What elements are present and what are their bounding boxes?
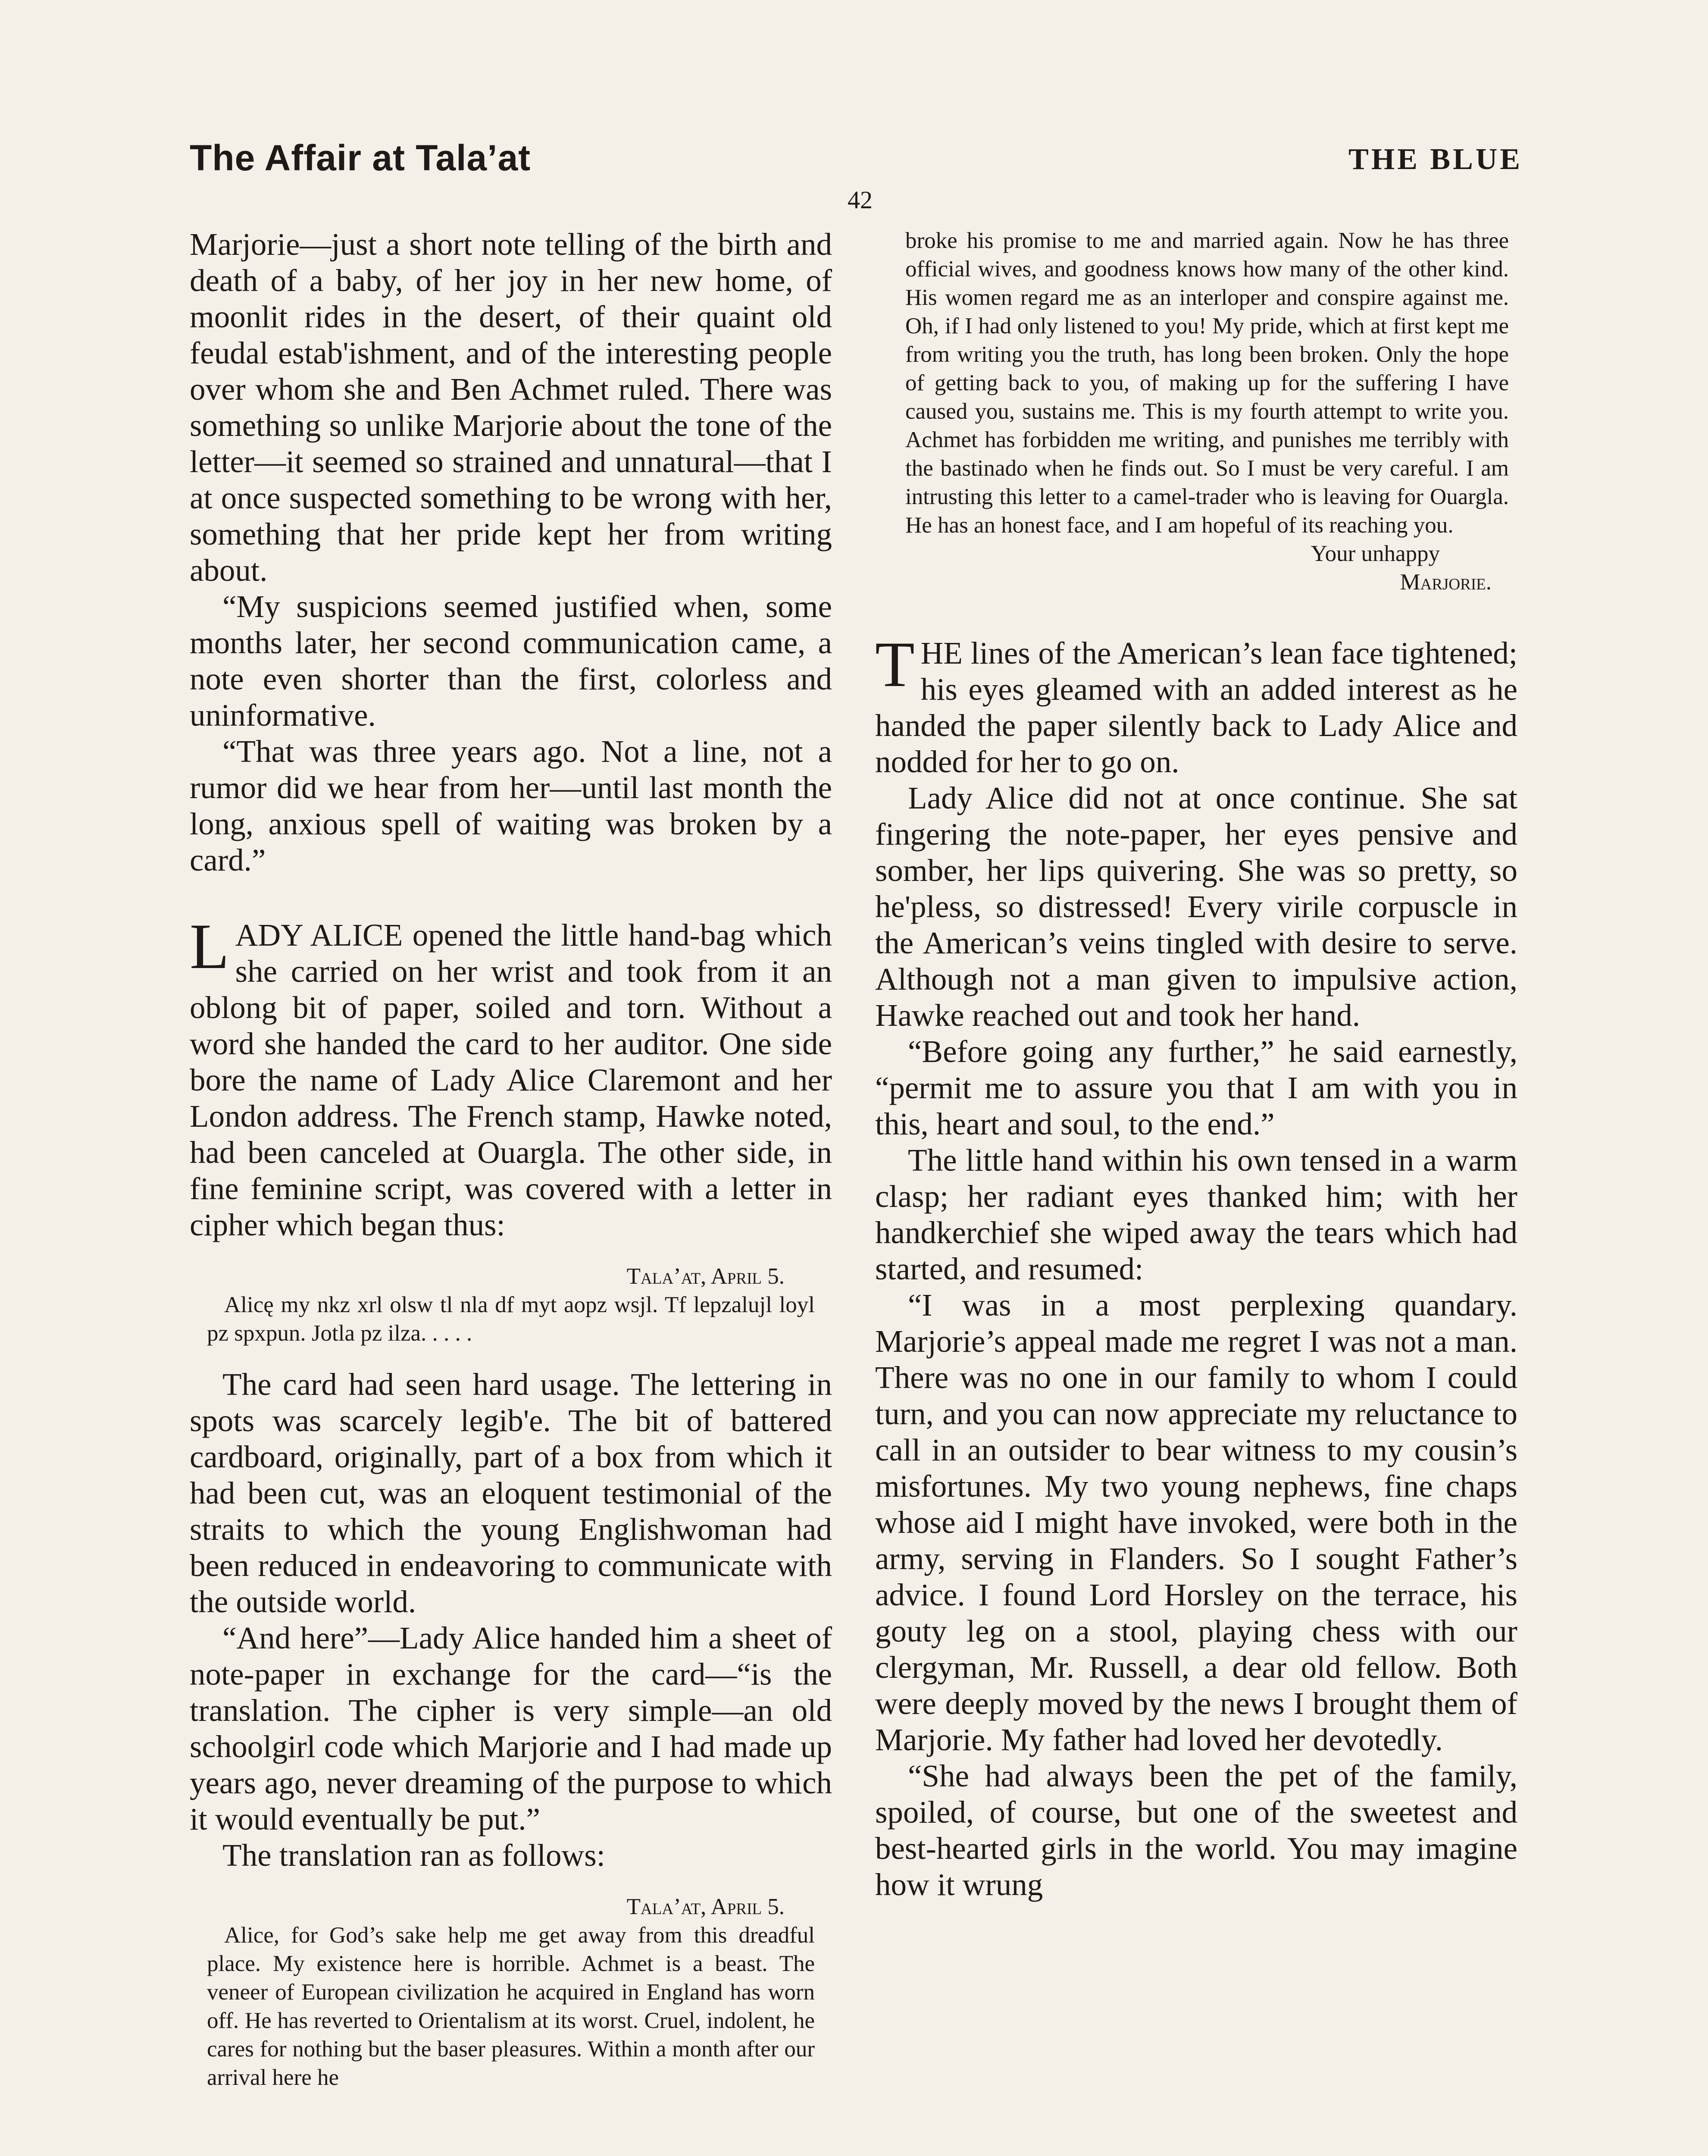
paragraph-dropcap xyxy=(875,629,1517,780)
left-column xyxy=(190,226,832,2092)
page-number: 42 xyxy=(848,186,873,214)
letter-sign-off: Your unhappy xyxy=(1311,541,1440,566)
paragraph: The little hand within his own tensed in a warm clasp; her radiant eyes thanked him; with her handkerchief she wiped away the tears which had started, and resumed: xyxy=(875,1143,1517,1286)
paragraph: “My suspicions seemed justified when, some months later, her second communication came, a note even shorter than the first, colorless and uninformative. xyxy=(190,589,832,733)
paragraph: Lady Alice did not at once continue. She sat fingering the note-paper, her eyes pensive and somber, her lips quivering. She was so pretty, so he'pless, so distressed! Every virile corpuscle in the American’s veins tingled with desire to serve. Although not a man given to impulsive action, Hawke reached out and took her hand. xyxy=(875,780,1517,1033)
drop-cap: L xyxy=(190,911,229,982)
cipher-text: Alicę my nkz xrl olsw tl nla df myt aopz wsjl. Tf lepzalujl loyl pz spxpun. Jotla pz ilza. . . . . xyxy=(207,1292,815,1346)
letter-continuation: broke his promise to me and married again. Now he has three official wives, and goodness knows how many of the other kind. His women regard me as an interloper and conspire against me. Oh, if I had only listened to you! My pride, which at first kept me from writing you the truth, has long been broken. Only the hope of getting back to you, of making up for the suffering I have caused you, sustains me. This is my fourth attempt to write you. Achmet has forbidden me writing, and punishes me terribly with the bastinado when he finds out. So I must be very careful. I am intrusting this letter to a camel-trader who is leaving for Ouargla. He has an honest face, and I am hopeful of its reaching you. xyxy=(905,228,1509,538)
letter-signature: Marjorie. xyxy=(1400,570,1492,595)
magazine-name: THE BLUE xyxy=(1348,143,1523,176)
paragraph: Marjorie—just a short note telling of the birth and death of a baby, of her joy in her new home, of moonlit rides in the desert, of their quaint old feudal estab'ishment, and of the interesting people over whom she and Ben Achmet ruled. There was something so unlike Marjorie about the tone of the letter—it seemed so strained and unnatural—that I at once suspected something to be wrong with her, something that her pride kept her from writing about. xyxy=(190,227,832,588)
paragraph: “That was three years ago. Not a line, not a rumor did we hear from her—until last month the long, anxious spell of waiting was broken by a card.” xyxy=(190,734,832,877)
story-title: The Affair at Tala’at xyxy=(190,138,531,178)
paragraph: “And here”—Lady Alice handed him a sheet of note-paper in exchange for the card—“is the translation. The cipher is very simple—an old schoolgirl code which Marjorie and I had made up years ago, never dreaming of the purpose to which it would eventually be put.” xyxy=(190,1620,832,1836)
paragraph: The translation ran as follows: xyxy=(222,1838,605,1873)
cipher-date: Tala’at, April 5. xyxy=(626,1264,785,1289)
paragraph-dropcap xyxy=(190,911,832,1243)
paragraph: The card had seen hard usage. The lettering in spots was scarcely legib'e. The bit of battered cardboard, originally, part of a box from which it had been cut, was an eloquent testimonial of the straits to which the young Englishwoman had been reduced in endeavoring to communicate with the outside world. xyxy=(190,1367,832,1619)
translation-date: Tala’at, April 5. xyxy=(626,1894,785,1919)
paragraph: “She had always been the pet of the family, spoiled, of course, but one of the sweetest and best-hearted girls in the world. You may imagine how it wrung xyxy=(875,1758,1517,1902)
paragraph: “Before going any further,” he said earnestly, “permit me to assure you that I am with you in this, heart and soul, to the end.” xyxy=(875,1034,1517,1141)
drop-cap: T xyxy=(875,629,915,700)
paragraph-text: HE lines of the American’s lean face tightened; his eyes gleamed with an added interest as he handed the paper silently back to Lady Alice and nodded for her to go on. xyxy=(875,636,1517,779)
translation-text: Alice, for God’s sake help me get away from this dreadful place. My existence here is horrible. Achmet is a beast. The veneer of European civilization he acquired in England has worn off. He has reverted to Orientalism at its worst. Cruel, indolent, he cares for nothing but the baser pleasures. Within a month after our arrival here he xyxy=(207,1923,815,2090)
paragraph: “I was in a most perplexing quandary. Marjorie’s appeal made me regret I was not a man. There was no one in our family to whom I could turn, and you can now appreciate my reluctance to call in an outsider to bear witness to my cousin’s misfortunes. My two young nephews, fine chaps whose aid I might have invoked, were both in the army, serving in Flanders. So I sought Father’s advice. I found Lord Horsley on the terrace, his gouty leg on a stool, playing chess with our clergyman, Mr. Russell, a dear old fellow. Both were deeply moved by the news I brought them of Marjorie. My father had loved her devotedly. xyxy=(875,1288,1517,1757)
right-column xyxy=(875,226,1517,1903)
paragraph-text: ADY ALICE opened the little hand-bag which she carried on her wrist and took from it an oblong bit of paper, soiled and torn. Without a word she handed the card to her auditor. One side bore the name of Lady Alice Claremont and her London address. The French stamp, Hawke noted, had been canceled at Ouargla. The other side, in fine feminine script, was covered with a letter in cipher which began thus: xyxy=(190,918,832,1242)
